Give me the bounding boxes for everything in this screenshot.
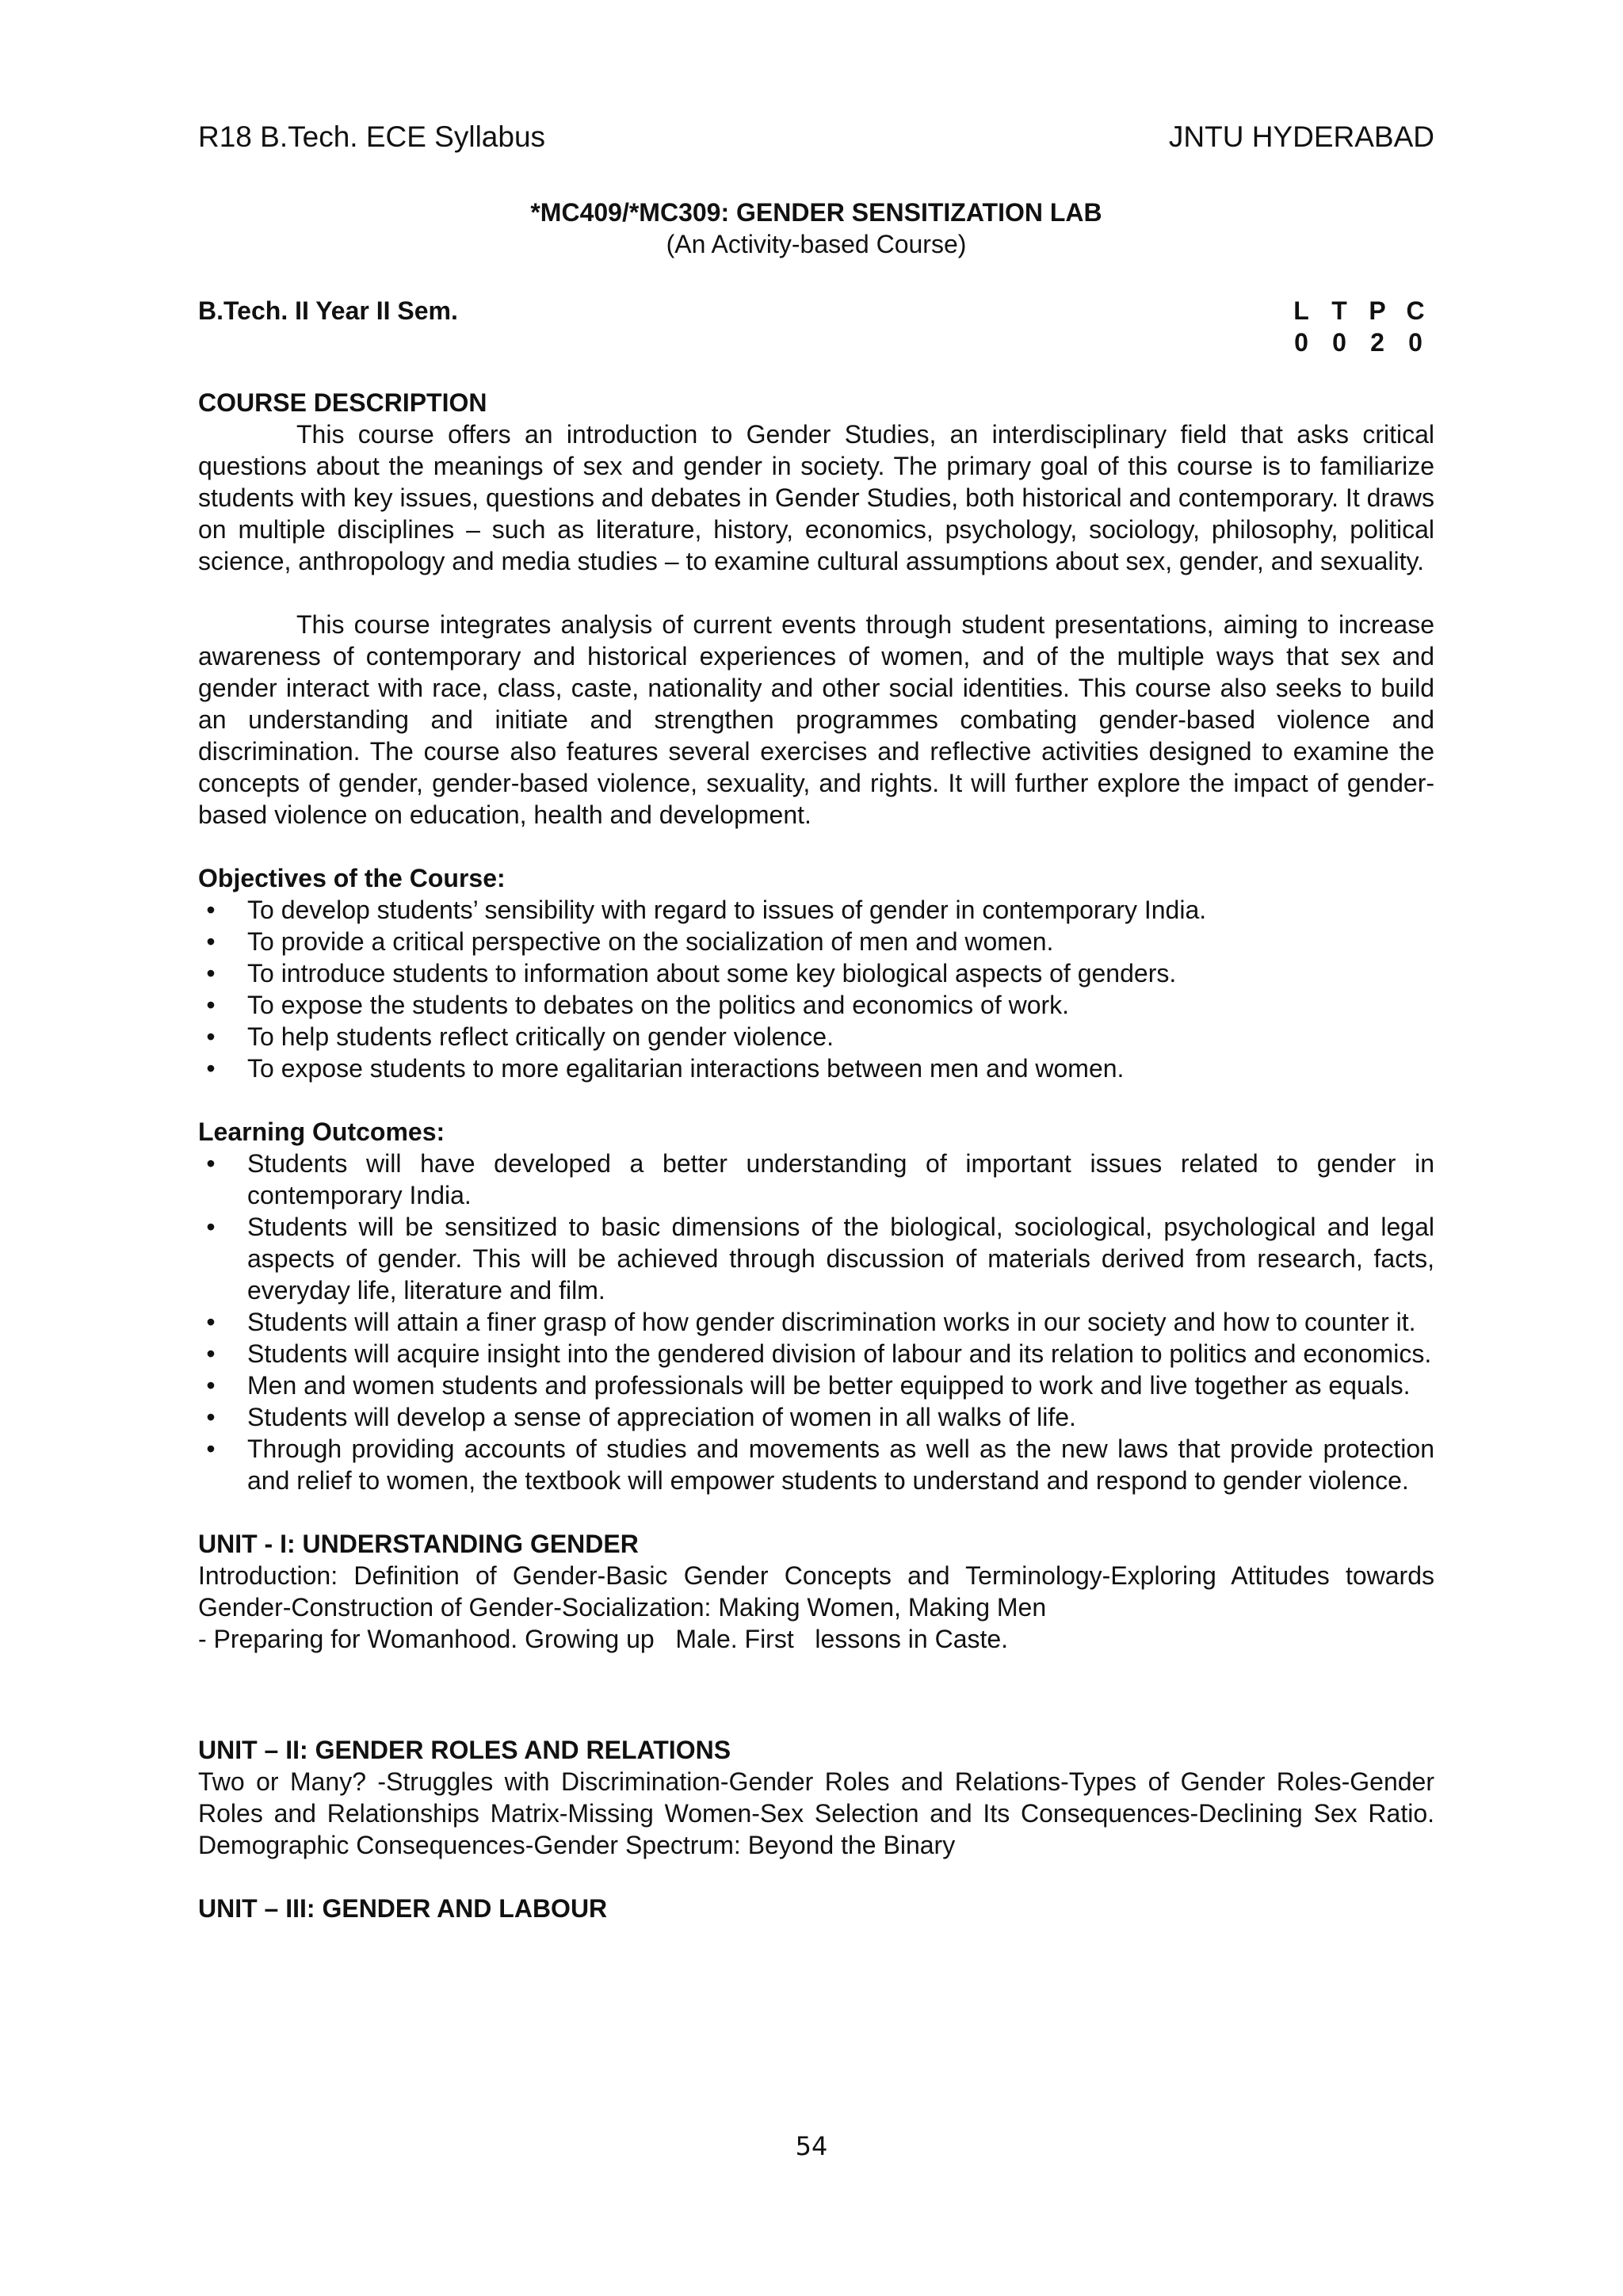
bullet-icon: • <box>206 1054 216 1083</box>
list-item: • To expose the students to debates on the politics and economics of work. <box>198 989 1434 1021</box>
unit-1-text-continued: - Preparing for Womanhood. Growing up Male. First lessons in Caste. <box>198 1625 1009 1653</box>
list-item: • Through providing accounts of studies and movements as well as the new laws that provide protection and relief to women, the textbook will empower students to understand and respond to gender violence. <box>198 1433 1434 1496</box>
list-item: • To introduce students to information about some key biological aspects of genders. <box>198 957 1434 989</box>
semester-label: B.Tech. II Year II Sem. <box>198 296 458 325</box>
main-content <box>198 387 1434 1924</box>
unit-3-heading: UNIT – III: GENDER AND LABOUR <box>198 1894 608 1923</box>
header-left: R18 B.Tech. ECE Syllabus <box>198 120 546 153</box>
bullet-icon: • <box>206 927 216 956</box>
list-item: • To develop students’ sensibility with regard to issues of gender in contemporary India. <box>198 894 1434 926</box>
page-header <box>198 119 1434 155</box>
ltpc-value: 2 <box>1370 328 1384 357</box>
unit-2-heading: UNIT – II: GENDER ROLES AND RELATIONS <box>198 1736 731 1764</box>
course-title-block <box>198 197 1434 260</box>
objectives-heading: Objectives of the Course: <box>198 864 506 892</box>
course-description-heading: COURSE DESCRIPTION <box>198 388 487 417</box>
ltpc-label: C <box>1406 296 1425 325</box>
list-item: • To provide a critical perspective on the socialization of men and women. <box>198 926 1434 957</box>
header-right: JNTU HYDERABAD <box>1168 120 1434 153</box>
bullet-icon: • <box>206 1149 216 1178</box>
ltpc-value: 0 <box>1408 328 1423 357</box>
outcomes-list <box>198 1148 1434 1496</box>
bullet-icon: • <box>206 991 216 1019</box>
bullet-icon: • <box>206 1213 216 1241</box>
course-title: *MC409/*MC309: GENDER SENSITIZATION LAB <box>530 198 1102 227</box>
ltpc-label: T <box>1331 296 1347 325</box>
unit-1-text: Introduction: Definition of Gender-Basic Gender Concepts and Terminology-Exploring Attitudes towards Gender-Construction of Gender-Socialization: Making Women, Making Men <box>198 1561 1434 1622</box>
bullet-icon: • <box>206 1435 216 1463</box>
list-item: • Students will have developed a better understanding of important issues related to gender in contemporary India. <box>198 1148 1434 1211</box>
bullet-icon: • <box>206 1339 216 1368</box>
list-item: • Students will attain a finer grasp of how gender discrimination works in our society and how to counter it. <box>198 1306 1434 1338</box>
list-item: • To expose students to more egalitarian interactions between men and women. <box>198 1052 1434 1084</box>
bullet-icon: • <box>206 1403 216 1431</box>
list-item: • Men and women students and professionals will be better equipped to work and live together as equals. <box>198 1370 1434 1401</box>
semester-row <box>198 295 1434 358</box>
description-paragraph: This course integrates analysis of current events through student presentations, aiming to increase awareness of contemporary and historical experiences of women, and of the multiple ways that sex and gender interact with race, class, caste, nationality and other social identities. This course also seeks to build an understanding and initiate and strengthen programmes combating gender-based violence and discrimination. The course also features several exercises and reflective activities designed to examine the concepts of gender, gender-based violence, sexuality, and rights. It will further explore the impact of gender-based violence on education, health and development. <box>198 610 1434 829</box>
course-subtitle: (An Activity-based Course) <box>666 230 967 258</box>
list-item: • To help students reflect critically on gender violence. <box>198 1021 1434 1052</box>
list-item: • Students will acquire insight into the gendered division of labour and its relation to politics and economics. <box>198 1338 1434 1370</box>
bullet-icon: • <box>206 1022 216 1051</box>
ltpc-labels <box>1282 295 1434 327</box>
unit-2-text: Two or Many? -Struggles with Discrimination-Gender Roles and Relations-Types of Gender Roles-Gender Roles and Relationships Matrix-Missing Women-Sex Selection and Its Consequences-Declining Sex Ratio. Demographic Consequences-Gender Spectrum: Beyond the Binary <box>198 1767 1434 1859</box>
ltpc-value: 0 <box>1332 328 1346 357</box>
bullet-icon: • <box>206 896 216 924</box>
unit-1-heading: UNIT - I: UNDERSTANDING GENDER <box>198 1530 639 1558</box>
ltpc-label: P <box>1369 296 1386 325</box>
list-item: • Students will be sensitized to basic dimensions of the biological, sociological, psychological and legal aspects of gender. This will be achieved through discussion of materials derived from research, facts, everyday life, literature and film. <box>198 1211 1434 1306</box>
page-number: 54 <box>795 2131 828 2161</box>
ltpc-label: L <box>1293 296 1309 325</box>
list-item: • Students will develop a sense of appreciation of women in all walks of life. <box>198 1401 1434 1433</box>
objectives-list <box>198 894 1434 1084</box>
bullet-icon: • <box>206 1308 216 1336</box>
description-paragraph: This course offers an introduction to Gender Studies, an interdisciplinary field that asks critical questions about the meanings of sex and gender in society. The primary goal of this course is to familiarize students with key issues, questions and debates in Gender Studies, both historical and contemporary. It draws on multiple disciplines – such as literature, history, economics, psychology, sociology, philosophy, political science, anthropology and media studies – to examine cultural assumptions about sex, gender, and sexuality. <box>198 420 1434 575</box>
outcomes-heading: Learning Outcomes: <box>198 1117 445 1146</box>
bullet-icon: • <box>206 1371 216 1400</box>
ltpc-values <box>1282 327 1434 358</box>
ltpc-table <box>1282 295 1434 358</box>
ltpc-value: 0 <box>1294 328 1308 357</box>
bullet-icon: • <box>206 959 216 988</box>
